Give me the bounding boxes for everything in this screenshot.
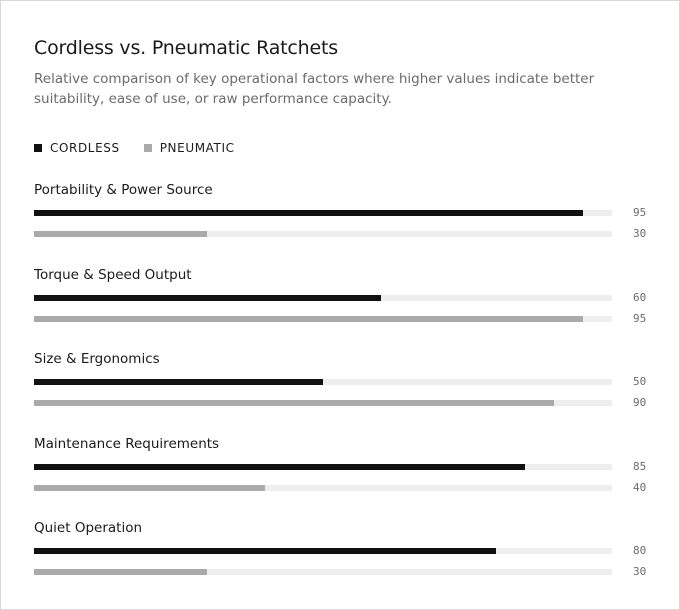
legend-item-cordless xyxy=(34,141,120,155)
chart-subtitle: Relative comparison of key operational factors where higher values indicate better suitability, ease of use, or raw performance capacity. xyxy=(34,71,595,107)
legend-label-cordless: CORDLESS xyxy=(50,141,120,155)
bar-row-pneumatic xyxy=(34,312,664,326)
data-label-pneumatic: 95 xyxy=(633,311,647,325)
bar-track xyxy=(34,485,612,491)
bar-cordless-torque-speed-output xyxy=(34,295,381,301)
bar-cordless-size-ergonomics xyxy=(34,379,323,385)
category-label: Portability & Power Source xyxy=(34,182,213,198)
bar-row-pneumatic xyxy=(34,227,664,241)
bar-track xyxy=(34,295,612,301)
bar-cordless-portability-power-source xyxy=(34,210,583,216)
bar-track xyxy=(34,231,612,237)
category-label: Torque & Speed Output xyxy=(34,266,192,283)
bar-row-pneumatic xyxy=(34,396,664,410)
bar-cordless-maintenance-requirements xyxy=(34,464,525,470)
chart-title: Cordless vs. Pneumatic Ratchets xyxy=(34,37,338,59)
bar-track xyxy=(34,316,612,322)
bar-row-cordless xyxy=(34,460,664,474)
bar-group-torque-speed-output xyxy=(34,266,664,325)
bar-cordless-quiet-operation xyxy=(34,548,496,554)
bar-group-quiet-operation xyxy=(34,519,664,578)
category-label: Size & Ergonomics xyxy=(34,351,160,367)
category-label: Maintenance Requirements xyxy=(34,435,220,452)
bar-row-pneumatic xyxy=(34,481,664,495)
data-label-pneumatic: 90 xyxy=(633,396,647,409)
legend-swatch-pneumatic xyxy=(144,144,152,152)
bar-pneumatic-size-ergonomics xyxy=(34,400,554,406)
data-label-pneumatic: 30 xyxy=(633,565,647,578)
bar-row-pneumatic xyxy=(34,565,664,579)
category-label: Quiet Operation xyxy=(34,520,143,536)
bar-row-cordless xyxy=(34,206,664,220)
data-label-pneumatic: 30 xyxy=(633,227,647,240)
data-label-cordless: 60 xyxy=(633,290,647,304)
data-label-cordless: 80 xyxy=(633,544,647,557)
bar-track xyxy=(34,400,612,406)
bar-track xyxy=(34,569,612,575)
bar-track xyxy=(34,210,612,216)
bar-group-size-ergonomics xyxy=(34,350,664,409)
bar-track xyxy=(34,464,612,470)
bar-pneumatic-torque-speed-output xyxy=(34,316,583,322)
bar-track xyxy=(34,548,612,554)
bar-row-cordless xyxy=(34,291,664,305)
bar-row-cordless xyxy=(34,375,664,389)
bar-track xyxy=(34,379,612,385)
data-label-cordless: 85 xyxy=(633,459,647,473)
bar-pneumatic-portability-power-source xyxy=(34,231,207,237)
bar-pneumatic-quiet-operation xyxy=(34,569,207,575)
bar-group-maintenance-requirements xyxy=(34,435,664,494)
legend-swatch-cordless xyxy=(34,144,42,152)
data-label-pneumatic: 40 xyxy=(633,480,647,494)
legend-item-pneumatic xyxy=(144,141,235,155)
bar-row-cordless xyxy=(34,544,664,558)
bar-group-portability-power-source xyxy=(34,181,664,240)
data-label-cordless: 50 xyxy=(633,375,647,388)
data-label-cordless: 95 xyxy=(633,206,647,219)
bar-pneumatic-maintenance-requirements xyxy=(34,485,265,491)
legend-label-pneumatic: PNEUMATIC xyxy=(159,141,235,155)
chart-legend xyxy=(34,141,259,155)
